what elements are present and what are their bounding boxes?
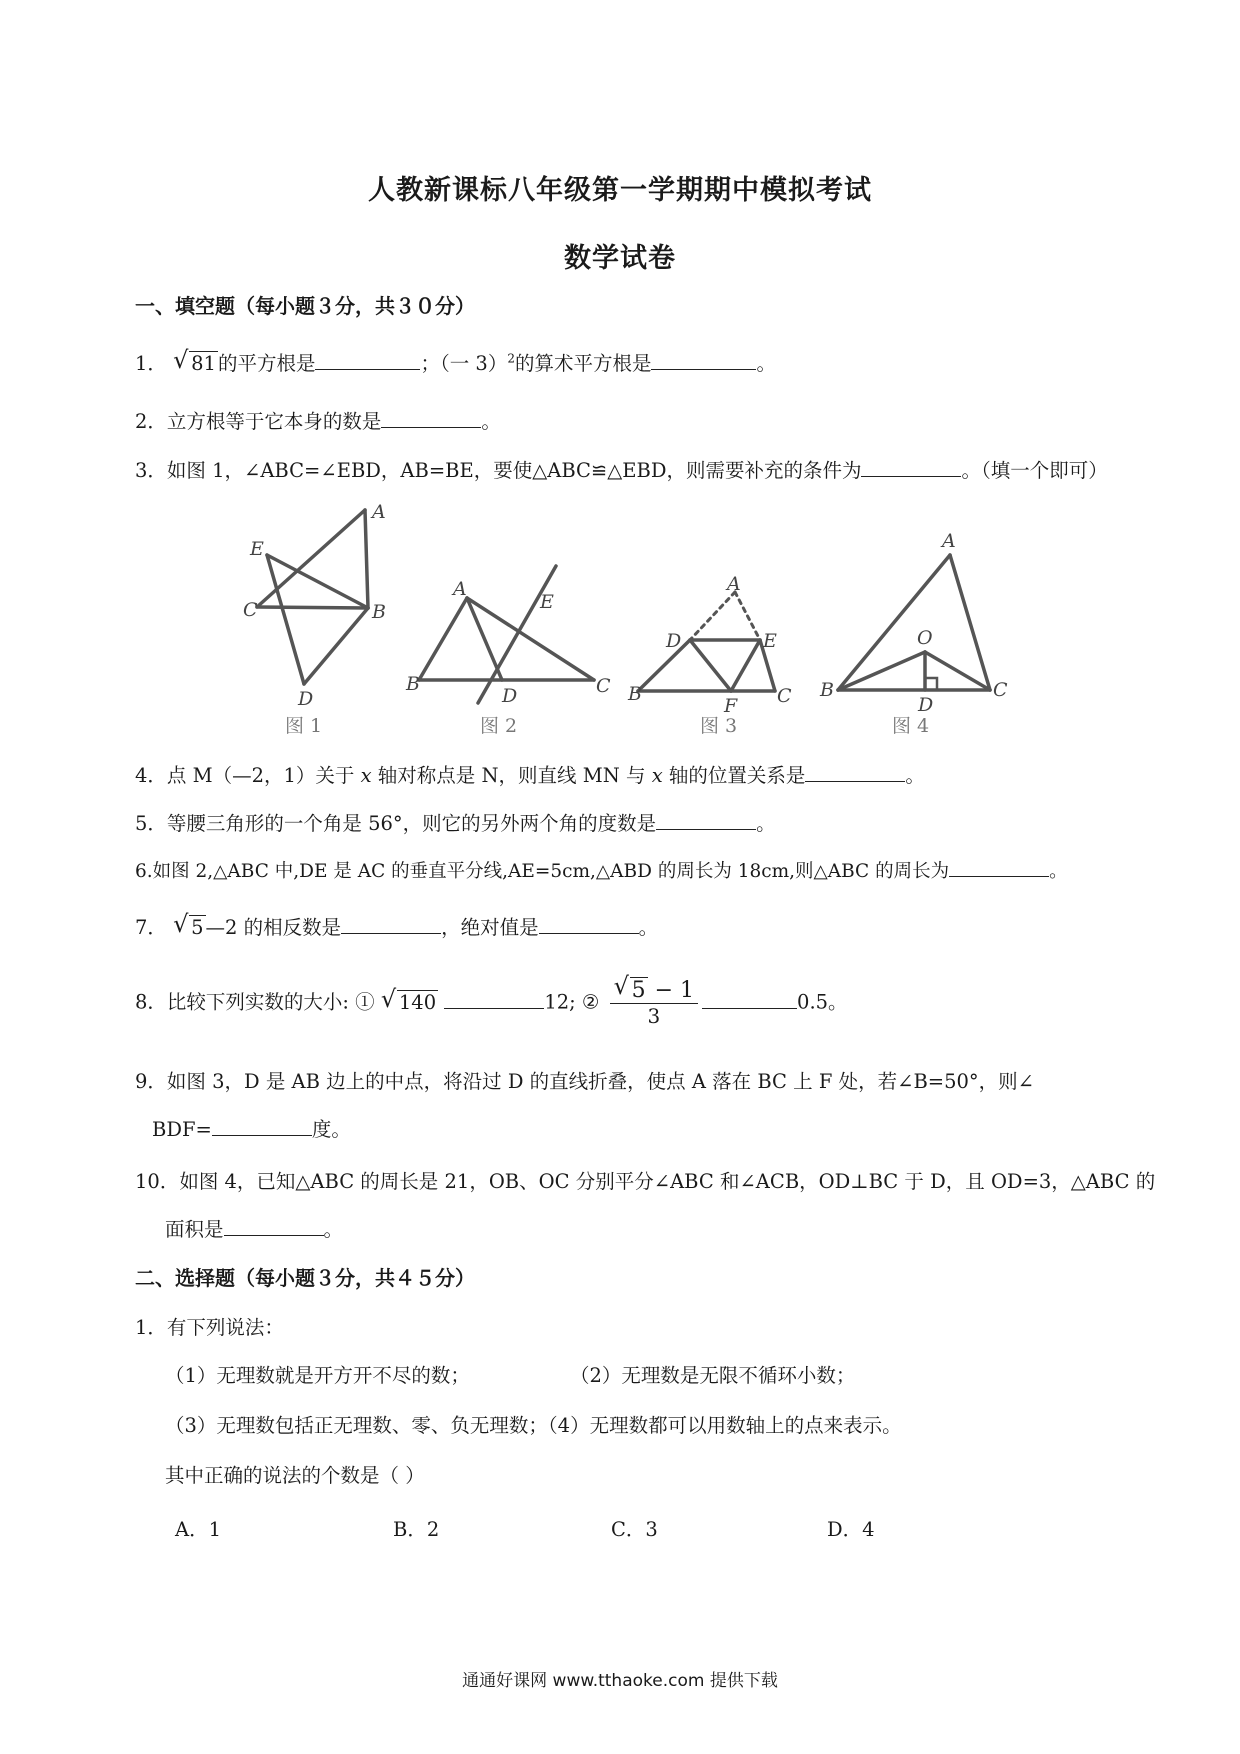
fig3-label-F: F <box>724 695 738 717</box>
figure-2-caption: 图 2 <box>480 715 518 737</box>
answer-blank[interactable] <box>224 1215 324 1236</box>
fig1-label-B: B <box>372 601 386 623</box>
question-10-continued: 面积是 。 <box>165 1214 343 1242</box>
figure-1-caption: 图 1 <box>285 715 323 737</box>
answer-blank[interactable] <box>381 407 481 428</box>
answer-blank[interactable] <box>444 988 544 1009</box>
sqrt-expression: √ 140 <box>380 984 437 1014</box>
footer-source: 通通好课网 www.tthaoke.com 提供下载 <box>462 1671 778 1691</box>
option-a[interactable]: A．1 <box>175 1518 221 1541</box>
answer-blank[interactable] <box>656 809 756 830</box>
fig4-label-A: A <box>942 530 956 552</box>
option-b[interactable]: B．2 <box>393 1518 440 1541</box>
option-d[interactable]: D．4 <box>827 1518 875 1541</box>
figure-1 <box>257 510 368 684</box>
section1-heading: 一、填空题（每小题３分，共３０分） <box>135 294 475 318</box>
mc-question-1-stem: 1．有下列说法： <box>135 1316 284 1339</box>
question-8: 8．比较下列实数的大小: ① √ 140 12; ② √ 5 − 1 3 0.5。 <box>135 972 848 1028</box>
question-3: 3．如图 1，∠ABC=∠EBD，AB=BE，要使△ABC≌△EBD，则需要补充的条件为 。（填一个即可） <box>135 455 1108 483</box>
question-1: 1． √ 81 的平方根是 ；（一 3）$^2$的算术平方根是 。 <box>135 346 776 375</box>
fig2-label-B: B <box>406 673 420 695</box>
answer-blank[interactable] <box>315 349 420 370</box>
fig4-label-C: C <box>993 679 1008 701</box>
geometry-figures <box>0 500 1240 740</box>
fig2-label-D: D <box>502 685 518 707</box>
answer-blank[interactable] <box>341 913 441 934</box>
figure-4-caption: 图 4 <box>892 715 930 737</box>
answer-blank[interactable] <box>949 856 1049 877</box>
mc-statement-1: （1）无理数就是开方开不尽的数； <box>165 1364 470 1387</box>
fig2-label-A: A <box>453 578 467 600</box>
exam-subtitle: 数学试卷 <box>564 243 676 274</box>
exam-title: 人教新课标八年级第一学期期中模拟考试 <box>368 175 872 206</box>
mc-statement-2: （2）无理数是无限不循环小数； <box>570 1364 856 1387</box>
fig2-label-E: E <box>540 591 554 613</box>
figure-2 <box>419 566 594 703</box>
fig4-label-O: O <box>917 627 933 649</box>
fig4-label-D: D <box>918 694 934 716</box>
question-6: 6.如图 2,△ABC 中,DE 是 AC 的垂直平分线,AE=5cm,△ABD 的周长为 18cm,则△ABC 的周长为 。 <box>135 856 1068 883</box>
fig4-label-B: B <box>820 679 834 701</box>
figure-3 <box>638 592 775 691</box>
fraction-expression: √ 5 − 1 3 <box>610 978 698 1028</box>
fig1-label-D: D <box>298 688 314 710</box>
fig1-label-E: E <box>250 538 264 560</box>
sqrt-expression: √ 81 <box>173 346 216 375</box>
fig1-label-C: C <box>243 599 258 621</box>
question-10: 10．如图 4，已知△ABC 的周长是 21，OB、OC 分别平分∠ABC 和∠ACB，OD⊥BC 于 D，且 OD=3，△ABC 的 <box>135 1170 1156 1193</box>
answer-blank[interactable] <box>861 456 961 477</box>
question-2: 2．立方根等于它本身的数是 。 <box>135 406 501 434</box>
sqrt-expression: √ 5 <box>173 910 204 939</box>
question-9: 9．如图 3，D 是 AB 边上的中点，将沿过 D 的直线折叠，使点 A 落在 BC 上 F 处，若∠B=50°，则∠ <box>135 1070 1035 1093</box>
mc-question-ask: 其中正确的说法的个数是（ ） <box>165 1464 425 1487</box>
question-4: 4．点 M（—2，1）关于 x 轴对称点是 N，则直线 MN 与 x 轴的位置关系是 。 <box>135 760 925 788</box>
fig1-label-A: A <box>372 501 386 523</box>
option-c[interactable]: C．3 <box>611 1518 658 1541</box>
figure-3-caption: 图 3 <box>700 715 738 737</box>
figure-4 <box>838 555 990 690</box>
fig2-label-C: C <box>596 675 611 697</box>
answer-blank[interactable] <box>539 913 639 934</box>
fig3-label-E: E <box>763 630 777 652</box>
fig3-label-B: B <box>628 683 642 705</box>
fig3-label-D: D <box>666 630 682 652</box>
section2-heading: 二、选择题（每小题３分，共４５分） <box>135 1266 475 1290</box>
fig3-label-C: C <box>777 685 792 707</box>
answer-blank[interactable] <box>702 988 797 1009</box>
question-9-continued: BDF= 度。 <box>152 1114 351 1142</box>
question-7: 7． √ 5 —2 的相反数是 ，绝对值是 。 <box>135 910 659 939</box>
answer-blank[interactable] <box>805 761 905 782</box>
answer-blank[interactable] <box>212 1115 312 1136</box>
fig3-label-A: A <box>727 573 741 595</box>
question-5: 5．等腰三角形的一个角是 56°，则它的另外两个角的度数是 。 <box>135 808 776 836</box>
answer-blank[interactable] <box>651 349 756 370</box>
mc-statements-3-4: （3）无理数包括正无理数、零、负无理数；（4）无理数都可以用数轴上的点来表示。 <box>165 1414 902 1437</box>
